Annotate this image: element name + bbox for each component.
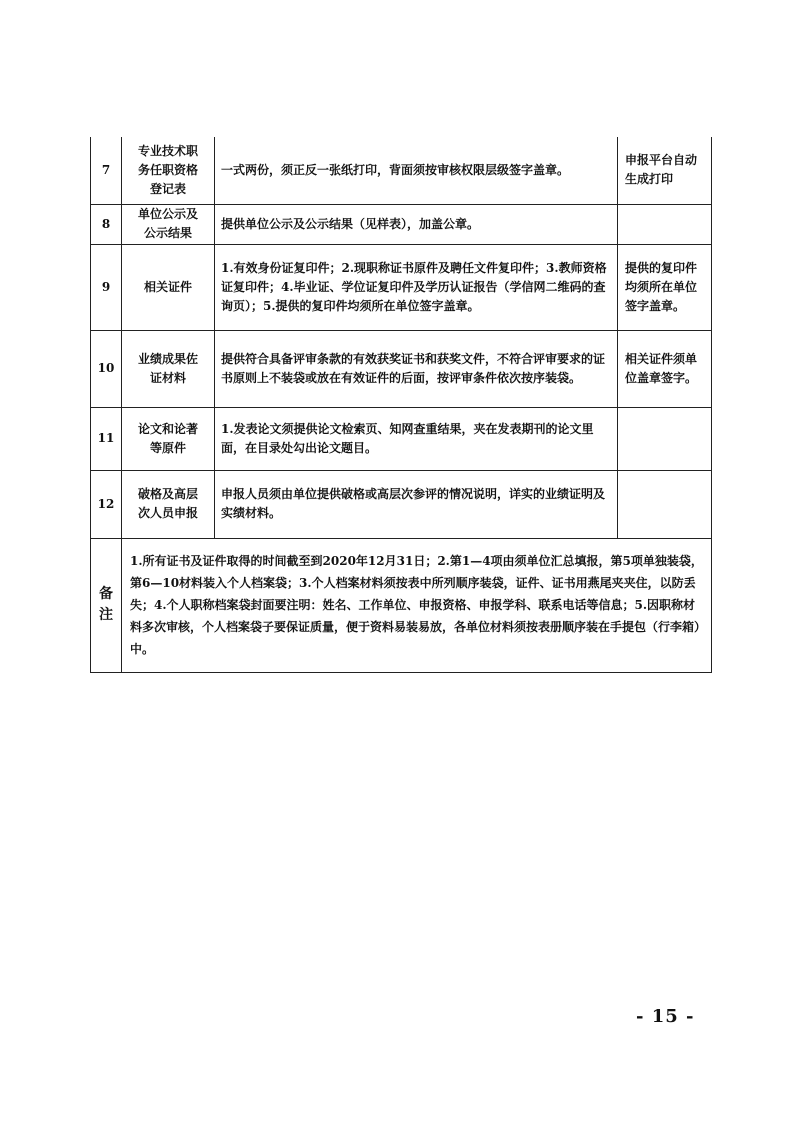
item-requirement: 提供符合具备评审条款的有效获奖证书和获奖文件，不符合评审要求的证书原则上不装袋或放在有效证件的后面，按评审条件依次按序装袋。 [215,330,618,407]
page-number: - 15 - [636,1006,695,1027]
table-row [91,330,712,407]
item-note [618,470,712,538]
remarks-label-text: 备注 [99,586,113,623]
row-number: 11 [91,407,122,470]
table-row [91,470,712,538]
table-row [91,407,712,470]
item-requirement: 提供单位公示及公示结果（见样表），加盖公章。 [215,204,618,244]
row-number: 10 [91,330,122,407]
row-number: 9 [91,244,122,330]
row-number: 7 [91,137,122,204]
item-requirement: 一式两份，须正反一张纸打印，背面须按审核权限层级签字盖章。 [215,137,618,204]
table-row [91,204,712,244]
item-note [618,204,712,244]
item-name: 专业技术职务任职资格登记表 [122,137,215,204]
item-requirement: 1.有效身份证复印件；2.现职称证书原件及聘任文件复印件；3.教师资格证复印件；4.毕业证、学位证复印件及学历认证报告（学信网二维码的查询页）；5.提供的复印件均须所在单位签字盖章。 [215,244,618,330]
item-note: 申报平台自动生成打印 [618,137,712,204]
item-name: 业绩成果佐证材料 [122,330,215,407]
item-name: 破格及高层次人员申报 [122,470,215,538]
item-name: 论文和论著等原件 [122,407,215,470]
remarks-text: 1.所有证书及证件取得的时间截至到2020年12月31日；2.第1—4项由须单位汇总填报，第5项单独装袋，第6—10材料装入个人档案袋；3.个人档案材料须按表中所列顺序装袋，证件、证书用燕尾夹夹住，以防丢失；4.个人职称档案袋封面要注明：姓名、工作单位、申报资格、申报学科、联系电话等信息；5.因职称材料多次审核，个人档案袋子要保证质量，便于资料易装易放，各单位材料须按表册顺序装在手提包（行李箱）中。 [122,538,712,672]
table-row [91,137,712,204]
item-note: 提供的复印件均须所在单位签字盖章。 [618,244,712,330]
item-note [618,407,712,470]
item-requirement: 1.发表论文须提供论文检索页、知网查重结果，夹在发表期刊的论文里面，在目录处勾出论文题目。 [215,407,618,470]
item-requirement: 申报人员须由单位提供破格或高层次参评的情况说明，详实的业绩证明及实绩材料。 [215,470,618,538]
row-number: 8 [91,204,122,244]
materials-table [90,137,712,673]
row-number: 12 [91,470,122,538]
item-name: 相关证件 [122,244,215,330]
remarks-label [91,538,122,672]
table-row [91,244,712,330]
item-note: 相关证件须单位盖章签字。 [618,330,712,407]
remarks-row [91,538,712,672]
item-name: 单位公示及公示结果 [122,204,215,244]
